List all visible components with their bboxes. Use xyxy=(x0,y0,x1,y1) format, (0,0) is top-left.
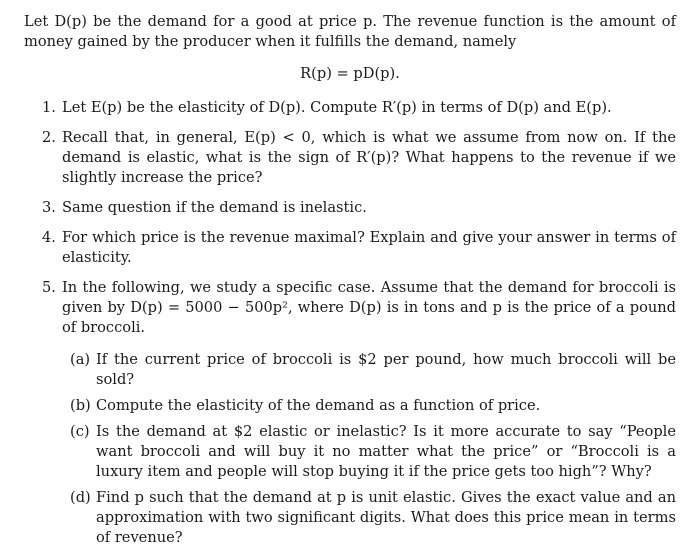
question-text: For which price is the revenue maximal? Explain and give your answer in terms of elasticity. xyxy=(62,229,676,266)
question-number: 5. xyxy=(42,279,56,296)
question-number: 2. xyxy=(42,129,56,146)
subquestion-a xyxy=(62,350,676,390)
question-1 xyxy=(24,98,676,118)
subquestion-c xyxy=(62,422,676,482)
revenue-equation: R(p) = pD(p). xyxy=(300,65,400,82)
question-list xyxy=(24,98,676,548)
question-number: 4. xyxy=(42,229,56,246)
question-text: Recall that, in general, E(p) < 0, which is what we assume from now on. If the demand is elastic, what is the sign of R′(p)? What happens to the revenue if we slightly increase the price? xyxy=(62,129,676,186)
question-2 xyxy=(24,128,676,188)
subquestion-label: (d) xyxy=(70,489,91,506)
subquestion-text: If the current price of broccoli is $2 per pound, how much broccoli will be sold? xyxy=(96,351,676,388)
subquestion-text: Find p such that the demand at p is unit elastic. Gives the exact value and an approximation with two significant digits. What does this price mean in terms of revenue? xyxy=(96,489,676,546)
subquestion-label: (c) xyxy=(70,423,90,440)
subquestion-list xyxy=(62,350,676,548)
question-text: Same question if the demand is inelastic. xyxy=(62,199,367,216)
question-4 xyxy=(24,228,676,268)
subquestion-label: (a) xyxy=(70,351,91,368)
subquestion-label: (b) xyxy=(70,397,91,414)
subquestion-text: Compute the elasticity of the demand as a function of price. xyxy=(96,397,541,414)
intro-paragraph: Let D(p) be the demand for a good at price p. The revenue function is the amount of money gained by the producer when it fulfills the demand, namely xyxy=(24,13,676,50)
question-3 xyxy=(24,198,676,218)
subquestion-text: Is the demand at $2 elastic or inelastic? Is it more accurate to say “People want broccoli and will buy it no matter what the price” or “Broccoli is a luxury item and people will stop buying it if the price gets too high”? Why? xyxy=(96,423,676,480)
question-number: 1. xyxy=(42,99,56,116)
question-text: In the following, we study a specific case. Assume that the demand for broccoli is given by D(p) = 5000 − 500p², where D(p) is in tons and p is the price of a pound of broccoli. xyxy=(62,279,676,336)
question-number: 3. xyxy=(42,199,56,216)
question-text: Let E(p) be the elasticity of D(p). Compute R′(p) in terms of D(p) and E(p). xyxy=(62,99,612,116)
subquestion-b xyxy=(62,396,676,416)
question-5 xyxy=(24,278,676,548)
subquestion-d xyxy=(62,488,676,548)
